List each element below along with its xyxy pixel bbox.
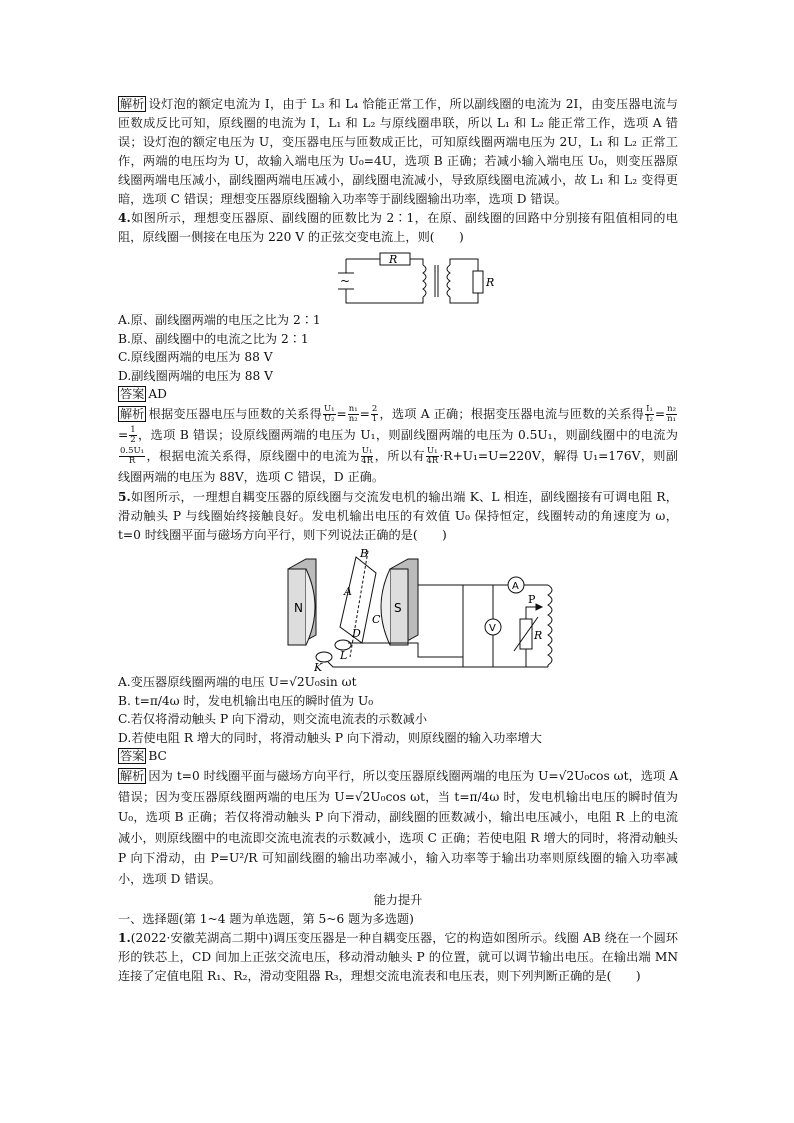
- q5-stem-text: 如图所示，一理想自耦变压器的原线圈与交流发电机的输出端 K、L 相连，副线圈接有可调电阻 R，滑动触头 P 与线圈始终接触良好。发电机输出电压的有效值 U₀ 保持恒定，线圈转动的角速度为 ω，t=0 时线圈平面与磁场方向平行，则下列说法正确的是( ): [118, 490, 678, 542]
- frac-num: 2: [371, 404, 378, 414]
- fraction: [371, 405, 378, 424]
- q4-stem-text: 如图所示，理想变压器原、副线圈的匝数比为 2∶1，在原、副线圈的回路中分别接有阻值相同的电阻，原线圈一侧接在电压为 220 V 的正弦交变电流上，则( ): [118, 211, 678, 244]
- ammeter-symbol: A: [512, 581, 519, 592]
- q4-option-a: A.原、副线圈两端的电压之比为 2∶1: [118, 313, 321, 327]
- equals: =: [359, 407, 370, 421]
- secondary-resistor-label: R: [486, 276, 495, 289]
- q5-option-c: C.若仅将滑动触头 P 向下滑动，则交流电流表的示数减小: [118, 712, 428, 726]
- primary-resistor-label: R: [389, 253, 398, 266]
- terminal-k-label: K: [314, 661, 323, 671]
- q4-analysis-part: ，选项 A 正确；根据变压器电流与匝数的关系得: [379, 407, 645, 421]
- frac-num: 1: [130, 425, 136, 435]
- ac-source-symbol: ~: [340, 274, 351, 288]
- frac-num: 0.5U₁: [120, 446, 145, 456]
- equals: =: [336, 407, 347, 421]
- q4-option-b: B.原、副线圈中的电流之比为 2∶1: [118, 331, 309, 346]
- q1-stem: [118, 929, 678, 986]
- frac-den: I₂: [646, 414, 653, 424]
- frac-num: I₁: [646, 404, 653, 414]
- q5-answer-value: BC: [148, 749, 167, 763]
- q4-analysis-part: ，根据电流关系得，原线圈中的电流为: [146, 449, 360, 463]
- section-title: 能力提升: [373, 893, 423, 907]
- q5-generator-figure: [118, 547, 678, 671]
- frac-num: n₂: [667, 404, 677, 414]
- fraction: [323, 405, 336, 424]
- q5-stem: [118, 488, 678, 545]
- coil-label-d: D: [352, 627, 361, 640]
- q4-answer: [118, 385, 678, 404]
- terminal-l-label: L: [340, 649, 348, 662]
- q4-option-d: D.副线圈两端的电压为 88 V: [118, 368, 273, 383]
- q4-analysis-part: ，选项 B 错误；设原线圈两端的电压为 U₁，则副线圈两端的电压为 0.5U₁，则副线圈中的电流为: [137, 428, 678, 442]
- q1-number: 1.: [118, 931, 131, 945]
- q5-option-a: A.变压器原线圈两端的电压 U=√2U₀sin ωt: [118, 675, 357, 689]
- coil-label-a: A: [344, 585, 352, 598]
- q4-number: 4.: [118, 211, 131, 225]
- frac-den: 1: [371, 414, 378, 424]
- q4-analysis: [118, 404, 678, 488]
- frac-num: n₁: [348, 404, 358, 414]
- q4-answer-value: AD: [148, 387, 167, 401]
- analysis-tag: 解析: [120, 97, 145, 111]
- resistor-r-label: R: [534, 629, 543, 642]
- q5-number: 5.: [118, 490, 131, 504]
- fraction: [645, 405, 654, 424]
- q5-option-b: B. t=π/4ω 时，发电机输出电压的瞬时值为 U₀: [118, 693, 374, 708]
- q5-analysis: [118, 766, 678, 889]
- slider-p-label: P: [528, 593, 536, 606]
- analysis-tag: 解析: [120, 407, 145, 421]
- voltmeter-symbol: V: [489, 623, 496, 634]
- frac-den: 4R: [361, 456, 373, 466]
- q4-analysis-part: 根据变压器电压与匝数的关系得: [148, 407, 322, 421]
- answer-tag: 答案: [120, 749, 145, 763]
- fraction: [426, 447, 439, 466]
- equals: =: [654, 407, 666, 421]
- document-page: [118, 95, 678, 986]
- frac-den: n₁: [667, 414, 677, 424]
- prev-analysis-text: 设灯泡的额定电流为 I，由于 L₃ 和 L₄ 恰能正常工作，所以副线圈的电流为 2I，由变压器电流与匝数成反比可知，原线圈的电流为 I，L₁ 和 L₂ 与原线圈串联，所以 L₁ 和 L₂ 能正常工作，选项 A 错误；设灯泡的额定电压为 U，变压器电压与匝数成正比，可知原线圈两端电压为 2U，L₁ 和 L₂ 正常工作，两端的电压均为 U，故输入端电压为 U₀=4U，选项 B 正确；若减小输入端电压 U₀，则变压器原线圈两端电压减小，副线圈两端电压减小，副线圈电流减小，导致原线圈电流减小，故 L₁ 和 L₂ 变得更暗，选项 C 错误；理想变压器原线圈输入功率等于副线圈输出功率，选项 D 错误。: [118, 97, 678, 206]
- frac-den: 2: [130, 435, 136, 445]
- frac-den: U₂: [323, 414, 335, 424]
- magnet-n-label: N: [294, 601, 303, 615]
- frac-num: U₁: [426, 446, 438, 456]
- coil-label-c: C: [372, 613, 381, 626]
- q5-analysis-text: 因为 t=0 时线圈平面与磁场方向平行，所以变压器原线圈两端的电压为 U=√2U₀cos ωt，选项 A 错误；因为变压器原线圈两端的电压为 U=√2U₀cos ωt，当 t=π/4ω 时，发电机输出电压的瞬时值为 U₀，选项 B 正确；若仅将滑动触头 P 向下滑动，副线圈的匝数减小，输出电压减小，电阻 R 上的电流减小，则原线圈中的电流即交流电流表的示数减小，选项 C 正确；若使电阻 R 增大的同时，将滑动触头 P 向下滑动，由 P=U²/R 可知副线圈的输出功率减小，输入功率等于输出功率则原线圈的输入功率减小，选项 D 错误。: [118, 769, 678, 886]
- q4-option-c: C.原线圈两端的电压为 88 V: [118, 350, 273, 364]
- fraction: [361, 447, 374, 466]
- magnet-s-label: S: [394, 601, 402, 615]
- frac-num: U₁: [323, 404, 335, 414]
- q1-stem-text: (2022·安徽芜湖高二期中)调压变压器是一种自耦变压器，它的构造如图所示。线圈 AB 绕在一个圆环形的铁芯上，CD 间加上正弦交流电压，移动滑动触头 P 的位置，就可以调节输出电压。在输出端 MN 连接了定值电阻 R₁、R₂，滑动变阻器 R₃，理想交流电流表和电压表，则下列判断正确的是( ): [118, 931, 678, 983]
- fraction: [119, 447, 145, 466]
- coil-label-b: B: [360, 547, 369, 560]
- section-subtitle: 一、选择题(第 1~4 题为单选题，第 5~6 题为多选题): [118, 912, 414, 926]
- frac-den: n₂: [348, 414, 358, 424]
- frac-num: U₁: [361, 446, 373, 456]
- answer-tag: 答案: [120, 387, 145, 401]
- q4-options: [118, 311, 678, 385]
- frac-den: R: [128, 456, 136, 466]
- equals: =: [118, 428, 129, 442]
- q4-circuit-figure: [118, 249, 678, 309]
- fraction: [129, 426, 136, 445]
- prev-analysis: [118, 95, 678, 209]
- analysis-tag: 解析: [120, 769, 145, 783]
- q5-options: [118, 673, 678, 747]
- q4-analysis-part: ·R+U₁=U=220V，解得 U₁=176V，则副线圈两端的电压为 88V，选项 C 错误，D 正确。: [118, 449, 679, 484]
- fraction: [348, 405, 359, 424]
- fraction: [666, 405, 677, 424]
- q4-stem: [118, 209, 678, 247]
- q5-answer: [118, 747, 678, 766]
- q5-option-d: D.若使电阻 R 增大的同时，将滑动触头 P 向下滑动，则原线圈的输入功率增大: [118, 730, 542, 745]
- frac-den: 4R: [426, 456, 439, 466]
- q4-analysis-part: ，所以有: [374, 449, 425, 463]
